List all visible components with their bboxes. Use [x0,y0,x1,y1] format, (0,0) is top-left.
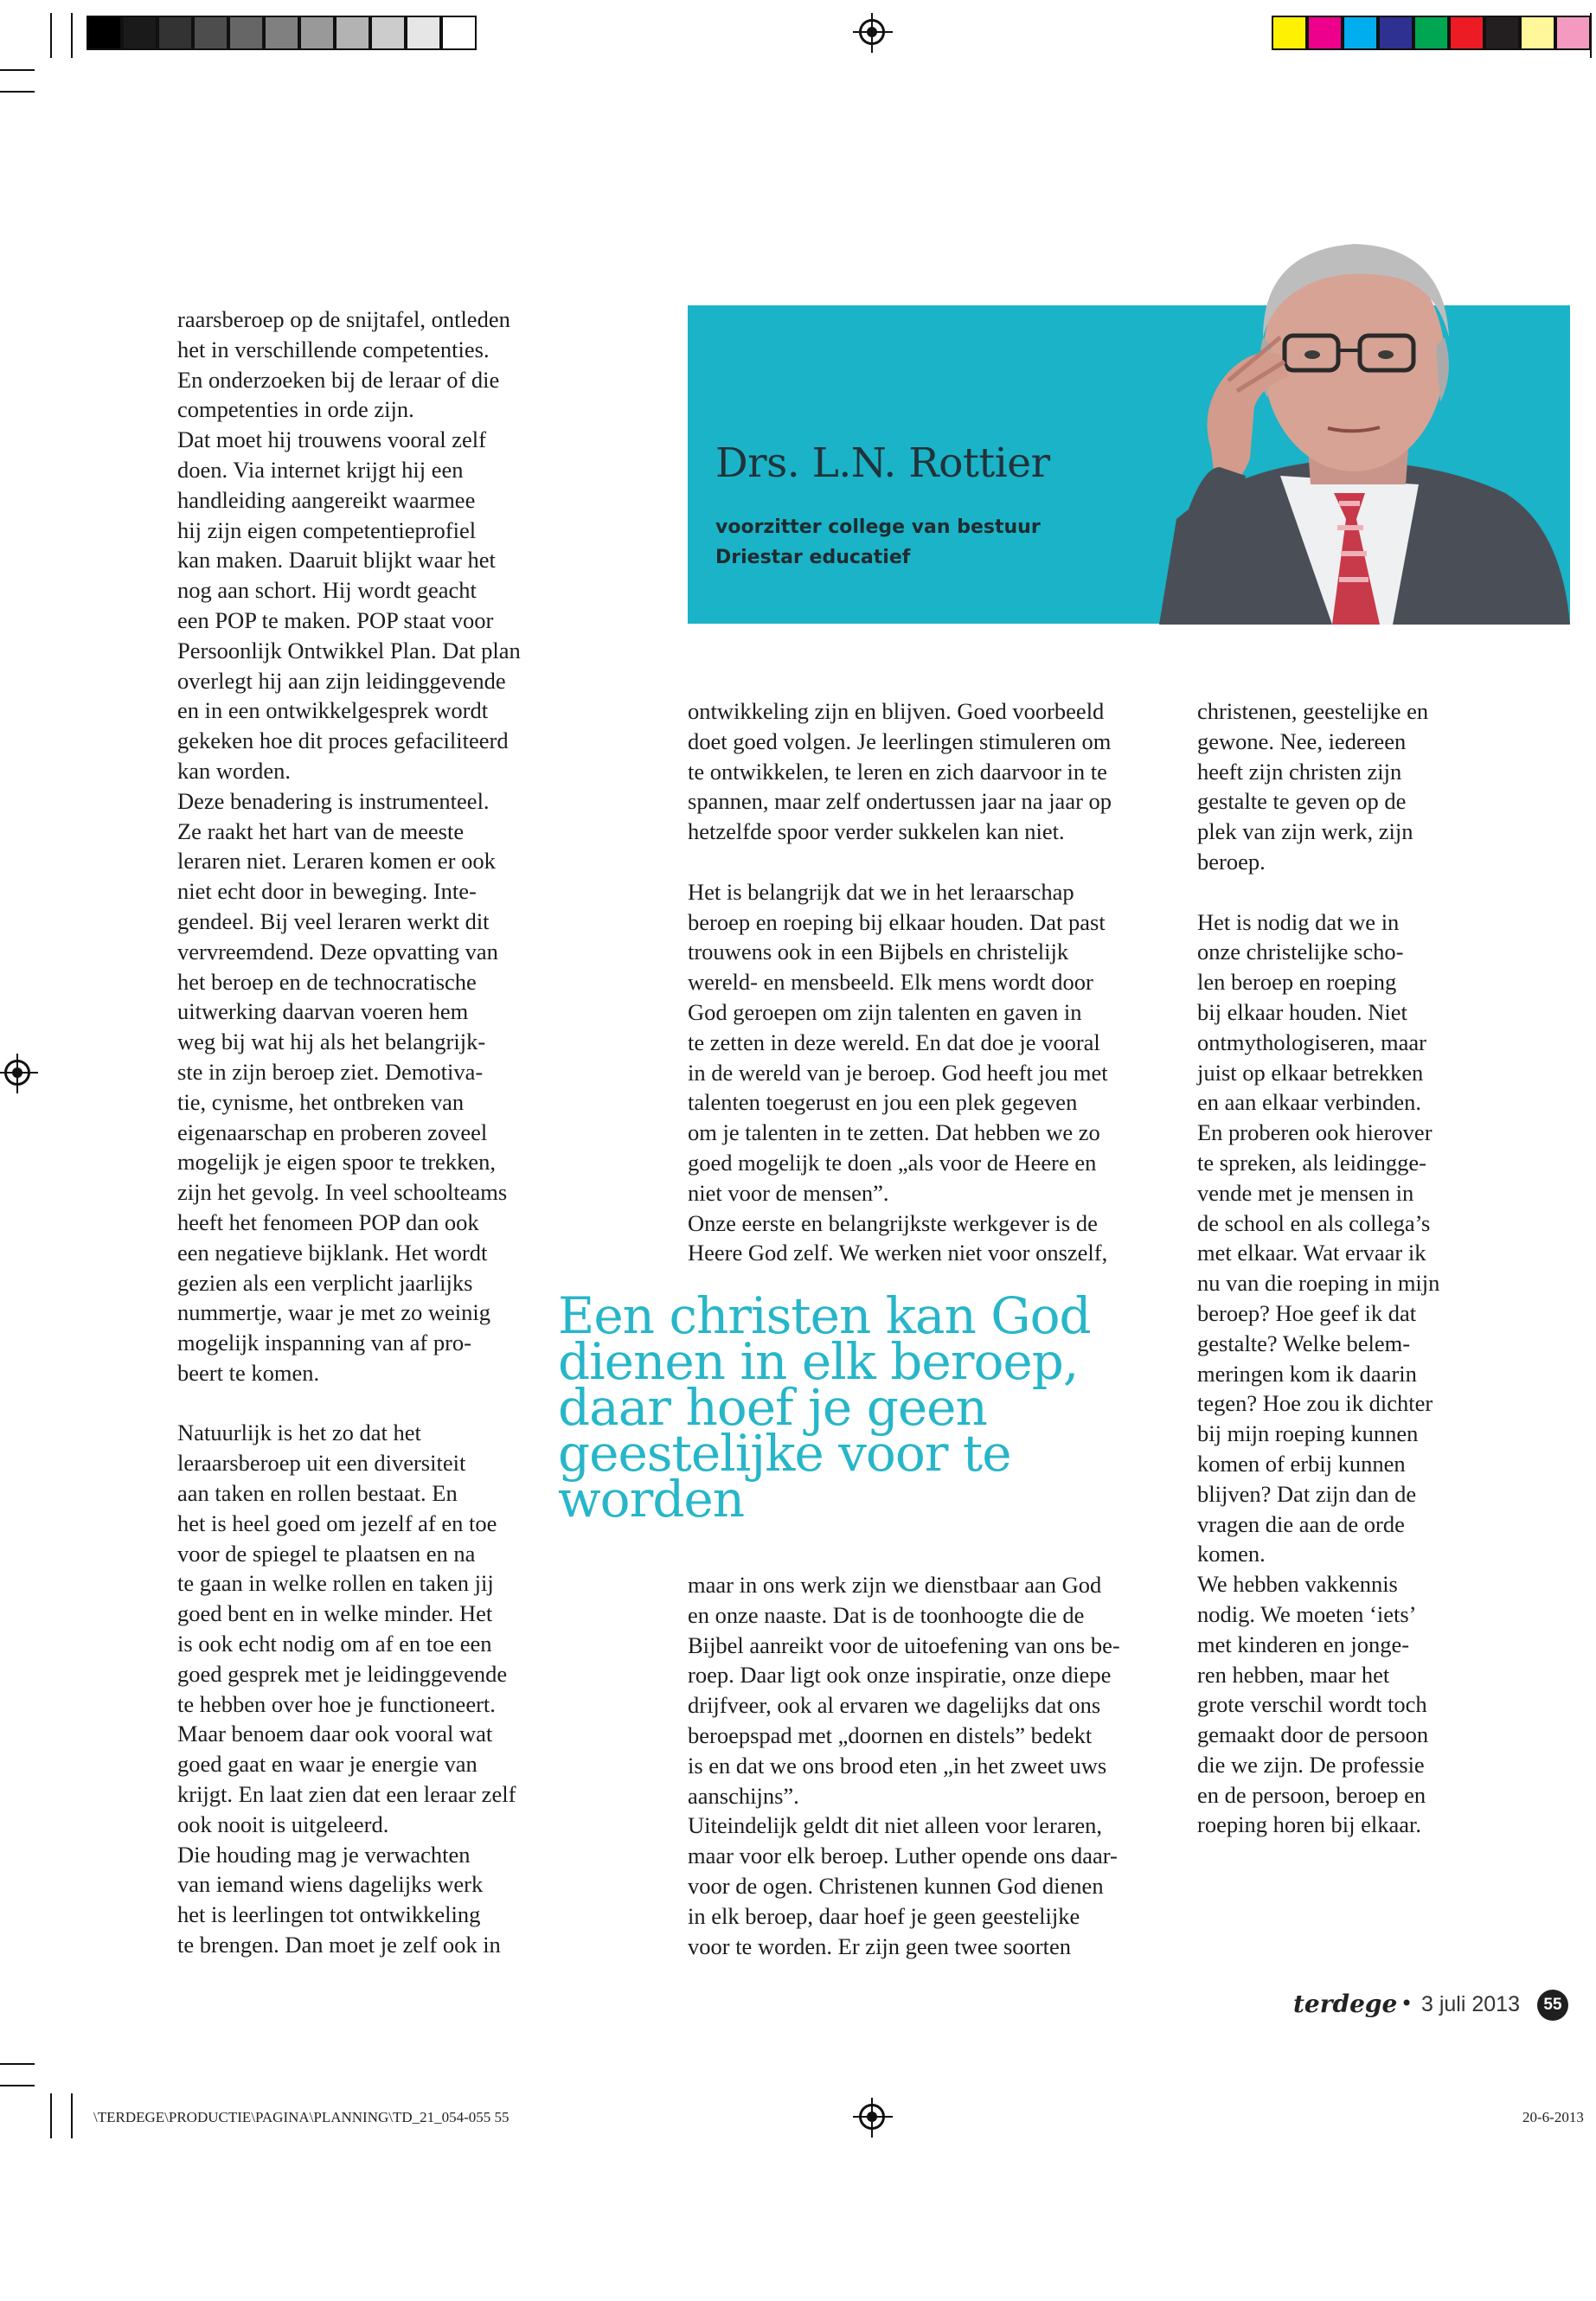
crop-mark [0,2063,35,2065]
process-swatch [1413,16,1449,50]
article-column-1 [177,304,549,1960]
pull-quote: Een christen kan God dienen in elk beroep, daar hoef je geen geestelijke voor te worden [558,1286,1091,1529]
gray-swatch [122,16,157,50]
paragraph: christenen, geestelijke en gewone. Nee, iedereen heeft zijn christen zijn gestalte te geven op de plek van zijn werk, zijn beroep. [1197,698,1429,875]
process-swatch [1272,16,1307,50]
process-swatch [1307,16,1343,50]
registration-mark-icon [4,1060,30,1086]
profile-name: Drs. L.N. Rottier [715,439,1050,487]
page-footer [1293,1990,1570,2028]
crop-mark [50,13,52,58]
crop-mark [0,69,35,71]
process-swatch [1484,16,1520,50]
paragraph: maar in ons werk zijn we dienstbaar aan God en onze naaste. Dat is de toonhoogte die de Bijbel aanreikt voor de uitoefening van ons be- roep. Daar ligt ook onze inspiratie, onze diepe drijfveer, ook al ervaren we dagelijks dat ons beroepspad met „doornen en distels” bedekt is en dat we ons brood eten „in het zweet uws aanschijns”. Uiteindelijk geldt dit niet alleen voor leraren, maar voor elk beroep. Luther opende ons daar- voor de ogen. Christenen kunnen God dienen in elk beroep, daar hoef je geen geestelijke voor te worden. Er zijn geen twee soorten [688,1572,1120,1959]
crop-mark [0,2085,35,2086]
paragraph: Het is belangrijk dat we in het leraarschap beroep en roeping bij elkaar houden. Dat past trouwens ook in een Bijbels en christelijk wereld- en mensbeeld. Elk mens wordt door God geroepen om zijn talenten en gaven in te zetten in deze wereld. En dat doe je vooral in de wereld van je beroep. God heeft jou met talenten toegerust en jou een plek gegeven om je talenten in te zetten. Dat hebben we zo goed mogelijk te doen „als voor de Heere en niet voor de mensen”. Onze eerste en belangrijkste werkgever is de Heere God zelf. We werken niet voor onszelf, [688,878,1108,1266]
page-number: 55 [1537,1990,1568,2021]
gray-swatch [441,16,477,50]
gray-swatch [335,16,370,50]
print-slug-date: 20-6-2013 [1522,2109,1584,2125]
gray-swatch [87,16,122,50]
crop-mark [50,2093,52,2138]
article-column-2-top [688,696,1172,1268]
paragraph: Het is nodig dat we in onze christelijke scho- len beroep en roeping bij elkaar houden. Niet ontmythologiseren, maar juist op elkaar betrekken en aan elkaar verbinden. En proberen ook hierover te spreken, als leidingge- vende met je mensen in de school en als collega’s met elkaar. Wat ervaar ik nu van die roeping in mijn beroep? Hoe geef ik dat gestalte? Welke belem- meringen kom ik daarin tegen? Hoe zou ik dichter bij mijn roeping kunnen komen of erbij kunnen blijven? Dat zijn dan de vragen die aan de orde komen. We hebben vakkennis nodig. We moeten ‘iets’ met kinderen en jonge- ren hebben, maar het grote verschil wordt toch gemaakt door de persoon die we zijn. De professie en de persoon, beroep en roeping horen bij elkaar. [1197,908,1440,1838]
paragraph: ontwikkeling zijn en blijven. Goed voorbeeld doet goed volgen. Je leerlingen stimuleren om te ontwikkelen, te leren en zich daarvoor in te spannen, maar zelf ondertussen jaar na jaar op hetzelfde spoor verder sukkelen kan niet. [688,698,1112,845]
gray-swatch [406,16,441,50]
gray-swatch [299,16,335,50]
print-slug-path: \TERDEGE\PRODUCTIE\PAGINA\PLANNING\TD_21_054-055 55 [93,2109,510,2125]
registration-mark-icon [859,2104,885,2130]
gray-swatch [157,16,193,50]
process-swatch [1449,16,1484,50]
process-swatch [1520,16,1555,50]
gray-swatch [370,16,406,50]
crop-mark [0,91,35,93]
process-swatch [1378,16,1413,50]
paragraph: Natuurlijk is het zo dat het leraarsberoep uit een diversiteit aan taken en rollen bestaat. En het is heel goed om jezelf af en toe voor de spiegel te plaatsen en na te gaan in welke rollen en taken jij goed bent en in welke minder. Het is ook echt nodig om af en toe een goed gesprek met je leidinggevende te hebben over hoe je functioneert. Maar benoem daar ook vooral wat goed gaat en waar je energie van krijgt. En laat zien dat een leraar zelf ook nooit is uitgeleerd. Die houding mag je verwachten van iemand wiens dagelijks werk het is leerlingen tot ontwikkeling te brengen. Dan moet je zelf ook in [177,1420,516,1958]
process-swatch [1555,16,1591,50]
process-swatch [1343,16,1378,50]
gray-swatch [228,16,264,50]
crop-mark [71,13,73,58]
crop-mark [71,2093,73,2138]
gray-swatch [193,16,228,50]
profile-role: voorzitter college van bestuur [715,516,1041,538]
issue-date: 3 juli 2013 [1421,1992,1520,2016]
paragraph: raarsberoep op de snijtafel, ontleden het in verschillende competenties. En onderzoeken bij de leraar of die competenties in orde zijn. Dat moet hij trouwens vooral zelf doen. Via internet krijgt hij een handleiding aangereikt waarmee hij zijn eigen competentieprofiel kan maken. Daaruit blijkt waar het nog aan schort. Hij wordt geacht een POP te maken. POP staat voor Persoonlijk Ontwikkel Plan. Dat plan overlegt hij aan zijn leidinggevende en in een ontwikkelgesprek wordt gekeken hoe dit proces gefaciliteerd kan worden. Deze benadering is instrumenteel. Ze raakt het hart van de meeste leraren niet. Leraren komen er ook niet echt door in beweging. Inte- gendeel. Bij veel leraren werkt dit vervreemdend. Deze opvatting van het beroep en de technocratische uitwerking daarvan voeren hem weg bij wat hij als het belangrijk- ste in zijn beroep ziet. Demotiva- tie, cynisme, het ontbreken van eigenaarschap en proberen zoveel mogelijk je eigen spoor te trekken, zijn het gevolg. In veel schoolteams heeft het fenomeen POP dan ook een negatieve bijklank. Het wordt gezien als een verplicht jaarlijks nummertje, waar je met zo weinig mogelijk inspanning van af pro- beert te komen. [177,306,521,1386]
gray-swatch [264,16,299,50]
article-column-3 [1197,696,1491,1840]
profile-organisation: Driestar educatief [715,547,911,568]
article-column-2-bottom [688,1570,1172,1961]
magazine-logo: terdege [1293,1990,1398,2018]
portrait-photo [1133,234,1574,625]
registration-mark-icon [859,19,885,45]
footer-bullet: • [1401,1991,1413,2016]
